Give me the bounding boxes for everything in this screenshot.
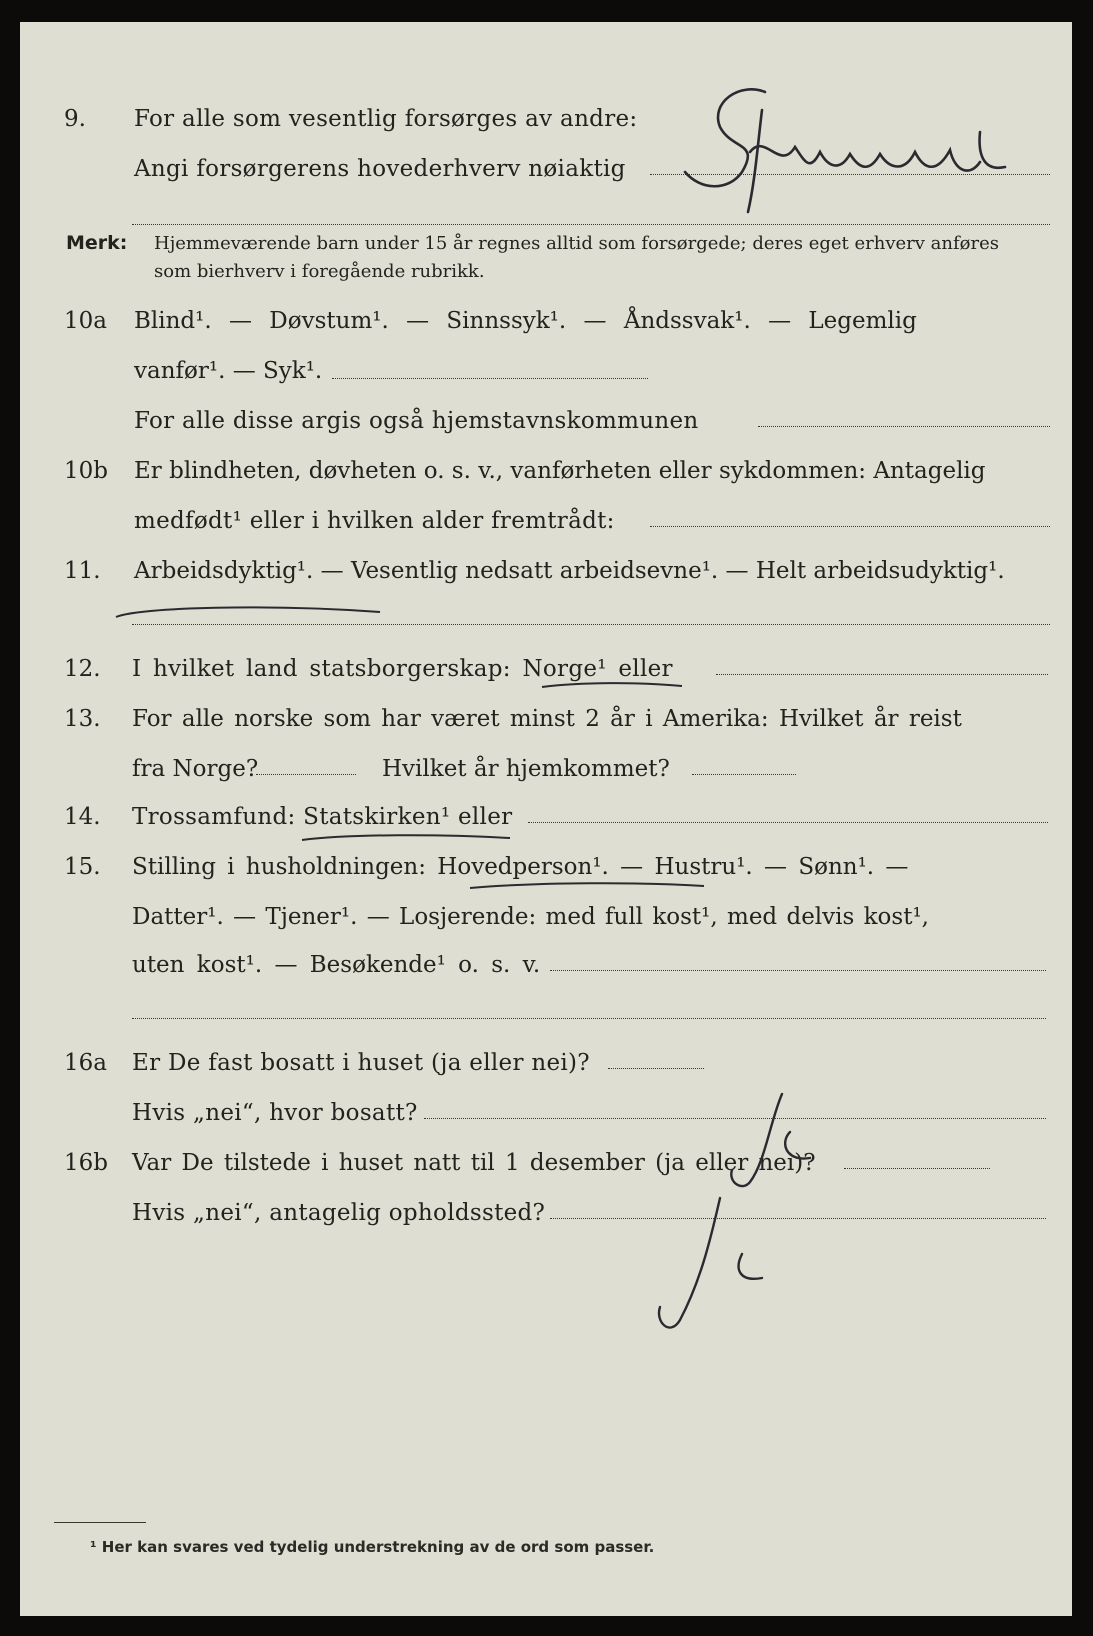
question-text: Hvilket år hjemkommet? — [382, 756, 670, 782]
handwritten-underline-norge — [542, 683, 682, 687]
question-text: Datter¹. — Tjener¹. — Losjerende: med full kost¹, med delvis kost¹, — [132, 904, 929, 930]
note-label: Merk: — [66, 232, 128, 254]
question-text: vanfør¹. — Syk¹. — [134, 358, 323, 384]
question-number: 11. — [64, 558, 101, 584]
question-text: Blind¹. — Døvstum¹. — Sinnssyk¹. — Åndssvak¹. — Legemlig — [134, 308, 917, 334]
question-number: 13. — [64, 706, 101, 732]
question-number: 10a — [64, 308, 107, 334]
question-text: For alle som vesentlig forsørges av andre: — [134, 106, 638, 132]
footnote: ¹ Her kan svares ved tydelig understrekning av de ord som passer. — [90, 1538, 655, 1556]
question-text: Stilling i husholdningen: Hovedperson¹. — Hustru¹. — Sønn¹. — — [132, 854, 909, 880]
handwritten-underline-statskirken — [302, 835, 510, 840]
question-number: 16a — [64, 1050, 107, 1076]
note-text: Hjemmeværende barn under 15 år regnes alltid som forsørgede; deres eget erhverv anføres som bierhverv i foregående rubrikk. — [154, 233, 999, 282]
census-form-sheet — [20, 22, 1072, 1616]
question-text: Er De fast bosatt i huset (ja eller nei)? — [132, 1050, 590, 1076]
question-text: Var De tilstede i huset natt til 1 desember (ja eller nei)? — [132, 1150, 816, 1176]
question-number: 14. — [64, 804, 101, 830]
question-text: medfødt¹ eller i hvilken alder fremtrådt: — [134, 508, 615, 534]
question-text: For alle disse argis også hjemstavnskommunen — [134, 408, 699, 434]
question-number: 12. — [64, 656, 101, 682]
question-text: Hvis „nei“, hvor bosatt? — [132, 1100, 418, 1126]
question-number: 10b — [64, 458, 108, 484]
handwriting-overlay — [20, 22, 1072, 1616]
question-text: uten kost¹. — Besøkende¹ o. s. v. — [132, 952, 541, 978]
question-text: For alle norske som har været minst 2 år i Amerika: Hvilket år reist — [132, 706, 962, 732]
question-text: Er blindheten, døvheten o. s. v., vanførheten eller sykdommen: Antagelig — [134, 458, 986, 484]
handwritten-underline-arbeidsdyktig — [116, 607, 380, 617]
handwritten-answer-ja-16a — [731, 1094, 810, 1186]
question-text: I hvilket land statsborgerskap: Norge¹ eller — [132, 656, 673, 682]
handwritten-answer-ja-16b — [659, 1198, 762, 1328]
question-number: 16b — [64, 1150, 108, 1176]
question-number: 15. — [64, 854, 101, 880]
question-text: Angi forsørgerens hovederhverv nøiaktig — [134, 156, 626, 182]
question-number: 9. — [64, 106, 86, 132]
question-text: fra Norge? — [132, 756, 259, 782]
question-text: Hvis „nei“, antagelig opholdssted? — [132, 1200, 546, 1226]
handwritten-answer-occupation — [685, 89, 1005, 212]
question-text: Trossamfund: Statskirken¹ eller — [132, 804, 513, 830]
question-text: Arbeidsdyktig¹. — Vesentlig nedsatt arbeidsevne¹. — Helt arbeidsudyktig¹. — [134, 558, 1005, 584]
handwritten-underline-hovedperson — [470, 883, 704, 888]
